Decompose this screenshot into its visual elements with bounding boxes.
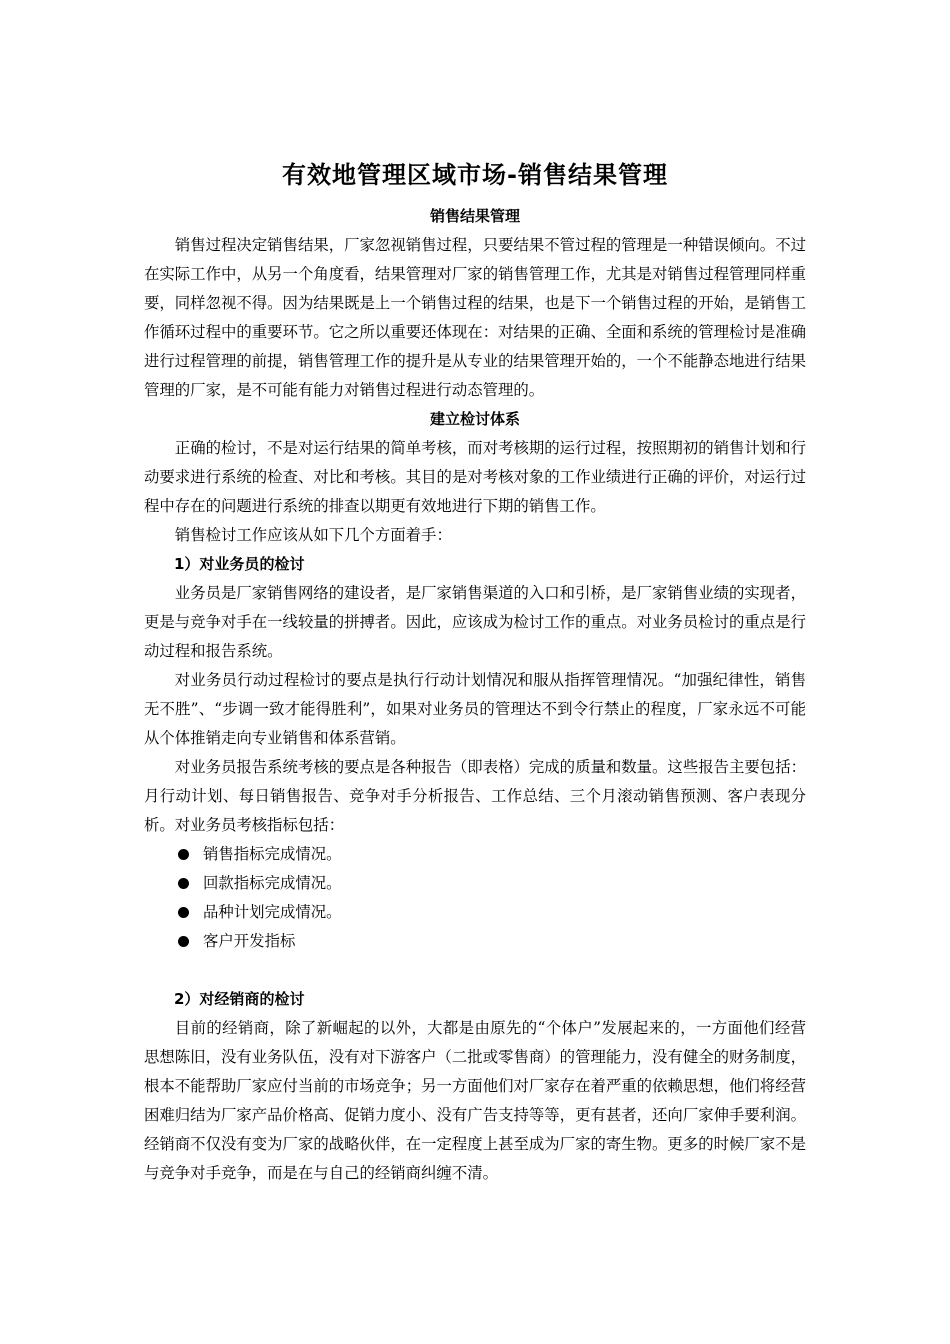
bullet-icon: [178, 907, 189, 918]
section-heading-review-system: 建立检讨体系: [429, 410, 520, 428]
kpi-bullet-list: [144, 840, 806, 956]
bullet-icon: [178, 878, 189, 889]
list-item: [178, 898, 806, 927]
list-item: [178, 869, 806, 898]
paragraph: 销售检讨工作应该从如下几个方面着手：: [174, 526, 452, 544]
list-item-text: 客户开发指标: [203, 932, 296, 950]
list-item-text: 回款指标完成情况。: [203, 874, 342, 892]
subsection-heading-distributor: 2）对经销商的检讨: [174, 990, 305, 1008]
paragraph: 正确的检讨，不是对运行结果的简单考核，而对考核期的运行过程，按照期初的销售计划和行动要求进行系统的检查、对比和考核。其目的是对考核对象的工作业绩进行正确的评价，对运行过程中存在的问题进行系统的排查以期更有效地进行下期的销售工作。: [144, 439, 806, 515]
list-item-text: 销售指标完成情况。: [203, 845, 342, 863]
document-body: [144, 202, 806, 1188]
paragraph: 对业务员行动过程检讨的要点是执行行动计划情况和服从指挥管理情况。“加强纪律性，销售无不胜”、“步调一致才能得胜利”，如果对业务员的管理达不到令行禁止的程度，厂家永远不可能从个体推销走向专业销售和体系营销。: [144, 671, 806, 747]
paragraph: 业务员是厂家销售网络的建设者，是厂家销售渠道的入口和引桥，是厂家销售业绩的实现者，更是与竞争对手在一线较量的拼搏者。因此，应该成为检讨工作的重点。对业务员检讨的重点是行动过程和报告系统。: [144, 584, 806, 660]
blank-line: [144, 956, 806, 985]
bullet-icon: [178, 936, 189, 947]
bullet-icon: [178, 849, 189, 860]
document-title: 有效地管理区域市场-销售结果管理: [282, 161, 668, 189]
subsection-heading-salesperson: 1）对业务员的检讨: [174, 555, 305, 573]
paragraph: 目前的经销商，除了新崛起的以外，大都是由原先的“个体户”发展起来的，一方面他们经营思想陈旧，没有业务队伍，没有对下游客户（二批或零售商）的管理能力，没有健全的财务制度，根本不能帮助厂家应付当前的市场竞争；另一方面他们对厂家存在着严重的依赖思想，他们将经营困难归结为厂家产品价格高、促销力度小、没有广告支持等等，更有甚者，还向厂家伸手要利润。经销商不仅没有变为厂家的战略伙伴，在一定程度上甚至成为厂家的寄生物。更多的时候厂家不是与竞争对手竞争，而是在与自己的经销商纠缠不清。: [144, 1019, 806, 1182]
list-item-text: 品种计划完成情况。: [203, 903, 342, 921]
section-heading-sales-result: 销售结果管理: [429, 207, 520, 225]
list-item: [178, 927, 806, 956]
paragraph: 对业务员报告系统考核的要点是各种报告（即表格）完成的质量和数量。这些报告主要包括：月行动计划、每日销售报告、竞争对手分析报告、工作总结、三个月滚动销售预测、客户表现分析。对业务员考核指标包括：: [144, 758, 806, 834]
list-item: [178, 840, 806, 869]
paragraph: 销售过程决定销售结果，厂家忽视销售过程，只要结果不管过程的管理是一种错误倾向。不过在实际工作中，从另一个角度看，结果管理对厂家的销售管理工作，尤其是对销售过程管理同样重要，同样忽视不得。因为结果既是上一个销售过程的结果，也是下一个销售过程的开始，是销售工作循环过程中的重要环节。它之所以重要还体现在：对结果的正确、全面和系统的管理检讨是准确进行过程管理的前提，销售管理工作的提升是从专业的结果管理开始的，一个不能静态地进行结果管理的厂家，是不可能有能力对销售过程进行动态管理的。: [144, 236, 806, 399]
